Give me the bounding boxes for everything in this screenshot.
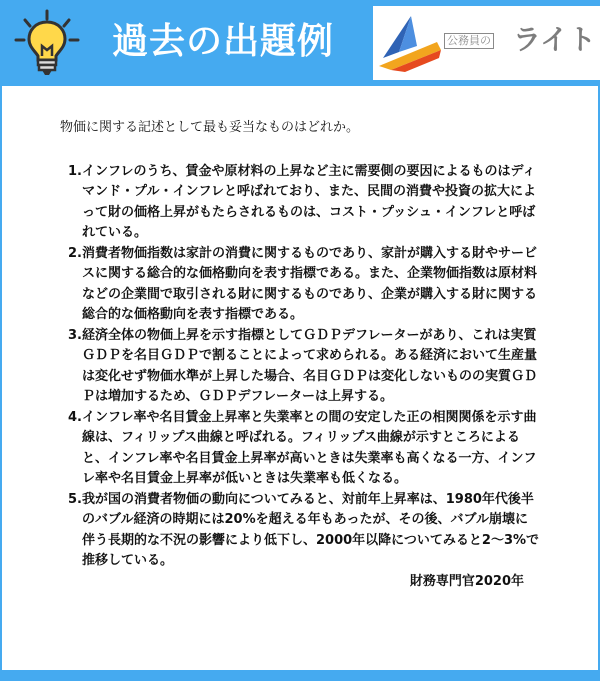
option-number: 3. <box>68 327 82 343</box>
option-number: 5. <box>68 491 82 507</box>
brand-logo <box>373 6 600 80</box>
option-5 <box>60 490 540 572</box>
option-text: 消費者物価指数は家計の消費に関するものであり、家計が購入する財やサービスに関する総合的な価格動向を表す指標である。また、企業物価指数は原材料などの企業間で取引される財に関するものであり、企業が購入する財に関する総合的な価格動向を表す指標である。 <box>82 245 538 322</box>
question-content <box>60 118 540 592</box>
brand-logo-subtext: 公務員の <box>444 33 494 49</box>
answer-options <box>60 162 540 572</box>
option-number: 1. <box>68 163 82 179</box>
page-title: 過去の出題例 <box>112 21 335 62</box>
option-text: 我が国の消費者物価の動向についてみると、対前年上昇率は、1980年代後半のバブル経済の時期には20%を超える年もあったが、その後、バブル崩壊に伴う長期的な不況の影響により低下し、2000年以降についてみると2～3%で推移している。 <box>82 491 540 568</box>
option-number: 2. <box>68 245 82 261</box>
option-text: 経済全体の物価上昇を示す指標としてＧＤＰデフレーターがあり、これは実質ＧＤＰを名目ＧＤＰで割ることによって求められる。ある経済において生産量は変化せず物価水準が上昇した場合、名目ＧＤＰは変化しないものの実質ＧＤＰは増加するため、ＧＤＰデフレーターは上昇する。 <box>82 327 538 404</box>
lightbulb-icon <box>12 8 82 78</box>
option-1 <box>60 162 540 244</box>
option-text: インフレ率や名目賃金上昇率と失業率との間の安定した正の相関関係を示す曲線は、フィリップス曲線と呼ばれる。フィリップス曲線が示すところによると、インフレ率や名目賃金上昇率が高いときは失業率も高くなる一方、インフレ率や名目賃金上昇率が低いときは失業率も低くなる。 <box>82 409 537 486</box>
option-2 <box>60 244 540 326</box>
bottom-border <box>0 664 600 681</box>
brand-logo-mark <box>377 12 443 74</box>
option-text: インフレのうち、賃金や原材料の上昇など主に需要側の要因によるものはディマンド・プル・インフレと呼ばれており、また、民間の消費や投資の拡大によって財の価格上昇がもたらされるものは、コスト・プッシュ・インフレと呼ばれている。 <box>82 163 536 240</box>
header-banner <box>0 0 600 86</box>
option-number: 4. <box>68 409 82 425</box>
option-4 <box>60 408 540 490</box>
question-text: 物価に関する記述として最も妥当なものはどれか。 <box>60 120 360 135</box>
option-3 <box>60 326 540 408</box>
source-citation: 財務専門官2020年 <box>409 573 524 589</box>
brand-logo-text: ライト <box>513 23 597 56</box>
